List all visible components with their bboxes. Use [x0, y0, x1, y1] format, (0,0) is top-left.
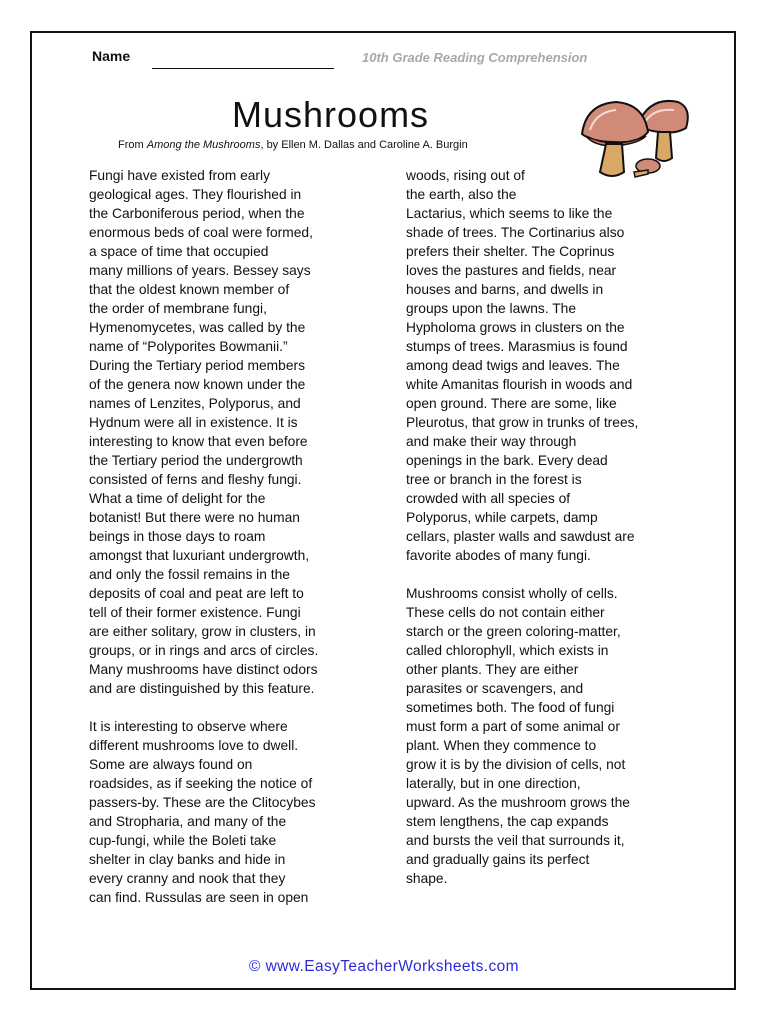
byline	[118, 139, 468, 151]
left-column	[89, 166, 379, 926]
name-label: Name	[92, 48, 131, 64]
byline-suffix: , by Ellen M. Dallas and Caroline A. Burgin	[260, 139, 468, 151]
paragraph: It is interesting to observe where different mushrooms love to dwell. Some are always found on roadsides, as if seeking the notice of passers-by. These are the Clitocybes and Stropharia, and many of the cup-fungi, while the Boleti take shelter in clay banks and hide in every cranny and nook that they can find. Russulas are seen in open	[89, 719, 316, 905]
paragraph: Fungi have existed from early geological ages. They flourished in the Carboniferous period, when the enormous beds of coal were formed, a space of time that occupied many millions of years. Bessey says that the oldest known member of the order of membrane fungi, Hymenomycetes, was called by the name of “Polyporites Bowmanii.” During the Tertiary period members of the genera now known under the names of Lenzites, Polyporus, and Hydnum were all in existence. It is interesting to know that even before the Tertiary period the undergrowth consisted of ferns and fleshy fungi. What a time of delight for the botanist! But there were no human beings in those days to roam amongst that luxuriant undergrowth, and only the fossil remains in the deposits of coal and peat are left to tell of their former existence. Fungi are either solitary, grow in clusters, in groups, or in rings and arcs of circles. Many mushrooms have distinct odors and are distinguished by this feature.	[89, 168, 319, 696]
footer-link[interactable]: © www.EasyTeacherWorksheets.com	[249, 958, 519, 975]
page-title: Mushrooms	[232, 94, 430, 135]
paragraph: woods, rising out of the earth, also the Lactarius, which seems to like the shade of trees. The Cortinarius also prefers their shelter. The Coprinus loves the pastures and fields, near houses and barns, and dwells in groups upon the lawns. The Hypholoma grows in clusters on the stumps of trees. Marasmius is found among dead twigs and leaves. The white Amanitas flourish in woods and open ground. There are some, like Pleurotus, that grow in trunks of trees, and make their way through openings in the bark. Every dead tree or branch in the forest is crowded with all species of Polyporus, while carpets, damp cellars, plaster walls and sawdust are favorite abodes of many fungi.	[406, 168, 639, 563]
grade-label: 10th Grade Reading Comprehension	[362, 50, 588, 65]
right-column	[406, 166, 686, 907]
byline-prefix: From	[118, 139, 147, 151]
name-input-line[interactable]	[152, 68, 334, 69]
byline-book: Among the Mushrooms	[146, 139, 261, 151]
paragraph: Mushrooms consist wholly of cells. These cells do not contain either starch or the green coloring-matter, called chlorophyll, which exists in other plants. They are either parasites or scavengers, and sometimes both. The food of fungi must form a part of some animal or plant. When they commence to grow it is by the division of cells, not laterally, but in one direction, upward. As the mushroom grows the stem lengthens, the cap expands and bursts the veil that surrounds it, and gradually gains its perfect shape.	[406, 586, 630, 886]
